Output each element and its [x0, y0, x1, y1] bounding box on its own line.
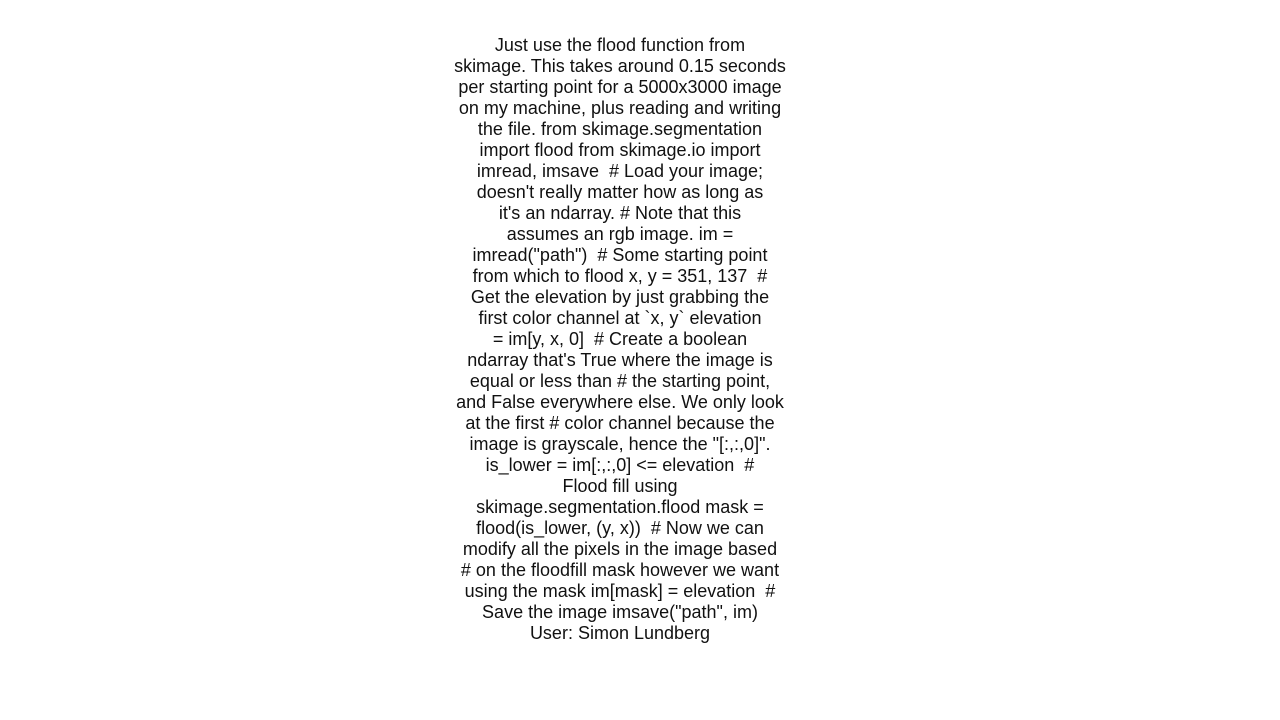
answer-line: imread, imsave # Load your image; [476, 161, 764, 181]
answer-line: import flood from skimage.io import [479, 140, 761, 160]
answer-line: skimage. This takes around 0.15 seconds [454, 56, 786, 76]
answer-line: modify all the pixels in the image based [462, 539, 778, 559]
answer-line: = im[y, x, 0] # Create a boolean [492, 329, 748, 349]
answer-line: skimage.segmentation.flood mask = [476, 497, 764, 517]
answer-line: the file. from skimage.segmentation [477, 119, 763, 139]
answer-line: doesn't really matter how as long as [476, 182, 764, 202]
answer-line: using the mask im[mask] = elevation # [464, 581, 776, 601]
answer-line: and False everywhere else. We only look [456, 392, 784, 412]
answer-line: Save the image imsave("path", im) [482, 602, 758, 622]
answer-line: is_lower = im[:,:,0] <= elevation # [485, 455, 755, 475]
answer-line: from which to flood x, y = 351, 137 # [472, 266, 768, 286]
answer-line: it's an ndarray. # Note that this [498, 203, 742, 223]
answer-line: flood(is_lower, (y, x)) # Now we can [476, 518, 764, 538]
answer-line: Flood fill using [562, 476, 678, 496]
user-attribution: User: Simon Lundberg [529, 623, 711, 643]
answer-line: Just use the flood function from [494, 35, 746, 55]
answer-line: image is grayscale, hence the "[:,:,0]". [469, 434, 771, 454]
answer-line: per starting point for a 5000x3000 image [458, 77, 782, 97]
answer-line: ndarray that's True where the image is [467, 350, 773, 370]
answer-line: first color channel at `x, y` elevation [478, 308, 762, 328]
answer-line: # on the floodfill mask however we want [460, 560, 780, 580]
answer-line: assumes an rgb image. im = [506, 224, 734, 244]
answer-line: equal or less than # the starting point, [469, 371, 771, 391]
answer-line: on my machine, plus reading and writing [458, 98, 782, 118]
answer-text-block [450, 35, 790, 644]
answer-line: Get the elevation by just grabbing the [470, 287, 770, 307]
answer-line: at the first # color channel because the [465, 413, 775, 433]
answer-line: imread("path") # Some starting point [472, 245, 768, 265]
